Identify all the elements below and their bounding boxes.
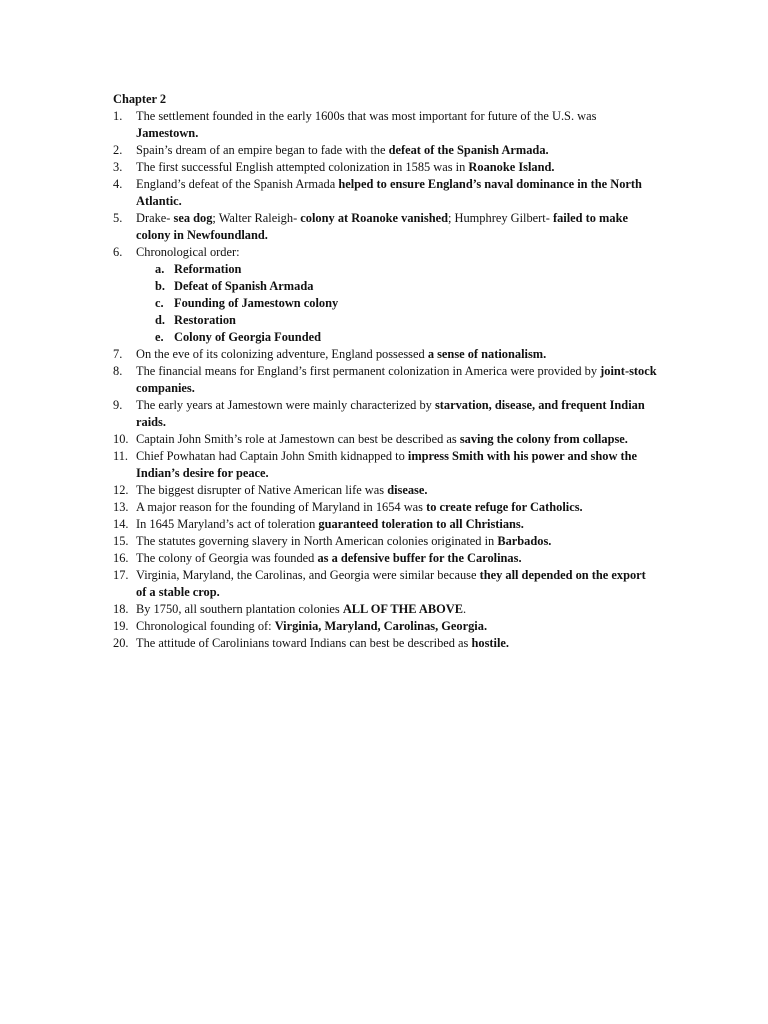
sub-list-item bbox=[113, 295, 658, 312]
item-text bbox=[136, 431, 658, 448]
question-text: Spain’s dream of an empire began to fade with the bbox=[136, 143, 389, 157]
sub-list-item bbox=[113, 312, 658, 329]
question-text: The statutes governing slavery in North American colonies originated in bbox=[136, 534, 498, 548]
list-item bbox=[113, 516, 658, 533]
question-text: Chronological order: bbox=[136, 245, 240, 259]
item-text bbox=[136, 108, 658, 142]
item-text bbox=[136, 635, 658, 652]
question-text: The colony of Georgia was founded bbox=[136, 551, 318, 565]
answer-text: Jamestown. bbox=[136, 126, 199, 140]
question-text: Drake- bbox=[136, 211, 174, 225]
item-text bbox=[136, 244, 658, 261]
item-number: 11. bbox=[113, 449, 129, 463]
list-item bbox=[113, 482, 658, 499]
answer-text: Virginia, Maryland, Carolinas, Georgia. bbox=[274, 619, 488, 633]
sub-item-letter: c. bbox=[155, 296, 164, 310]
answer-text: hostile. bbox=[471, 636, 510, 650]
item-text bbox=[136, 448, 658, 482]
sub-item-letter: e. bbox=[155, 330, 164, 344]
item-text bbox=[136, 176, 658, 210]
item-text bbox=[136, 397, 658, 431]
item-number: 17. bbox=[113, 568, 129, 582]
list-item bbox=[113, 159, 658, 176]
list-item bbox=[113, 618, 658, 635]
item-text bbox=[136, 159, 658, 176]
question-text: . bbox=[462, 602, 467, 616]
sub-list-item bbox=[113, 329, 658, 346]
question-text: Chronological founding of: bbox=[136, 619, 275, 633]
question-text: The financial means for England’s first permanent colonization in America were provided by bbox=[136, 364, 601, 378]
item-text bbox=[136, 346, 658, 363]
item-text bbox=[136, 516, 658, 533]
item-number: 3. bbox=[113, 160, 123, 174]
question-text: In 1645 Maryland’s act of toleration bbox=[136, 517, 319, 531]
item-text bbox=[136, 618, 658, 635]
answer-text: sea dog bbox=[173, 211, 213, 225]
sub-item-text: Founding of Jamestown colony bbox=[174, 296, 339, 310]
sub-item-letter: d. bbox=[155, 313, 165, 327]
list-item bbox=[113, 635, 658, 652]
list-item bbox=[113, 448, 658, 482]
question-text: The biggest disrupter of Native American life was bbox=[136, 483, 388, 497]
item-text bbox=[136, 142, 658, 159]
chapter-heading: Chapter 2 bbox=[113, 92, 167, 106]
item-text bbox=[136, 210, 658, 244]
question-text: Chief Powhatan had Captain John Smith kidnapped to bbox=[136, 449, 408, 463]
answer-text: failed to make colony in Newfoundland. bbox=[136, 211, 628, 242]
item-number: 4. bbox=[113, 177, 123, 191]
item-number: 18. bbox=[113, 602, 129, 616]
item-number: 8. bbox=[113, 364, 123, 378]
question-list bbox=[113, 108, 658, 652]
answer-text: saving the colony from collapse. bbox=[459, 432, 628, 446]
question-text: By 1750, all southern plantation colonies bbox=[136, 602, 343, 616]
sub-item-text: Defeat of Spanish Armada bbox=[174, 279, 314, 293]
question-text: The early years at Jamestown were mainly characterized by bbox=[136, 398, 435, 412]
item-text bbox=[136, 550, 658, 567]
item-number: 12. bbox=[113, 483, 129, 497]
list-item bbox=[113, 431, 658, 448]
list-item bbox=[113, 176, 658, 210]
answer-text: colony at Roanoke vanished bbox=[300, 211, 448, 225]
question-text: On the eve of its colonizing adventure, England possessed bbox=[136, 347, 428, 361]
answer-text: to create refuge for Catholics. bbox=[426, 500, 583, 514]
question-text: The settlement founded in the early 1600s that was most important for future of the U.S. was bbox=[136, 109, 597, 123]
item-number: 10. bbox=[113, 432, 129, 446]
answer-text: helped to ensure England’s naval dominance in the North Atlantic. bbox=[136, 177, 642, 208]
item-number: 2. bbox=[113, 143, 123, 157]
item-number: 14. bbox=[113, 517, 129, 531]
list-item bbox=[113, 244, 658, 261]
answer-text: as a defensive buffer for the Carolinas. bbox=[317, 551, 522, 565]
answer-text: Roanoke Island. bbox=[468, 160, 555, 174]
answer-text: Barbados. bbox=[497, 534, 552, 548]
answer-text: guaranteed toleration to all Christians. bbox=[318, 517, 524, 531]
item-number: 15. bbox=[113, 534, 129, 548]
question-text: Virginia, Maryland, the Carolinas, and Georgia were similar because bbox=[136, 568, 480, 582]
item-text bbox=[136, 363, 658, 397]
answer-text: ALL OF THE ABOVE bbox=[342, 602, 463, 616]
item-number: 20. bbox=[113, 636, 129, 650]
item-text bbox=[136, 482, 658, 499]
question-text: England’s defeat of the Spanish Armada bbox=[136, 177, 339, 191]
answer-text: a sense of nationalism. bbox=[427, 347, 547, 361]
item-number: 5. bbox=[113, 211, 123, 225]
list-item bbox=[113, 550, 658, 567]
item-text bbox=[136, 533, 658, 550]
answer-text: impress Smith with his power and show the Indian’s desire for peace. bbox=[136, 449, 638, 480]
item-number: 13. bbox=[113, 500, 129, 514]
item-number: 6. bbox=[113, 245, 123, 259]
sub-item-text: Reformation bbox=[174, 262, 242, 276]
list-item bbox=[113, 142, 658, 159]
list-item bbox=[113, 567, 658, 601]
sub-list-item bbox=[113, 278, 658, 295]
question-text: The attitude of Carolinians toward Indians can best be described as bbox=[136, 636, 472, 650]
question-text: Captain John Smith’s role at Jamestown can best be described as bbox=[136, 432, 460, 446]
item-number: 19. bbox=[113, 619, 129, 633]
sub-list-item bbox=[113, 261, 658, 278]
question-text: A major reason for the founding of Maryland in 1654 was bbox=[136, 500, 427, 514]
item-text bbox=[136, 499, 658, 516]
item-number: 7. bbox=[113, 347, 123, 361]
sub-item-letter: b. bbox=[155, 279, 165, 293]
list-item bbox=[113, 397, 658, 431]
question-text: The first successful English attempted colonization in 1585 was in bbox=[136, 160, 469, 174]
item-text bbox=[136, 567, 658, 601]
list-item bbox=[113, 601, 658, 618]
answer-text: they all depended on the export of a stable crop. bbox=[136, 568, 646, 599]
item-number: 16. bbox=[113, 551, 129, 565]
list-item bbox=[113, 108, 658, 142]
sub-item-letter: a. bbox=[155, 262, 165, 276]
list-item bbox=[113, 499, 658, 516]
list-item bbox=[113, 363, 658, 397]
list-item bbox=[113, 346, 658, 363]
answer-text: starvation, disease, and frequent Indian raids. bbox=[136, 398, 645, 429]
item-number: 1. bbox=[113, 109, 123, 123]
answer-text: joint-stock companies. bbox=[136, 364, 657, 395]
answer-text: defeat of the Spanish Armada. bbox=[388, 143, 549, 157]
question-text: ; Walter Raleigh- bbox=[212, 211, 301, 225]
document-content bbox=[113, 91, 658, 652]
list-item bbox=[113, 533, 658, 550]
sub-item-text: Colony of Georgia Founded bbox=[174, 330, 321, 344]
sub-item-text: Restoration bbox=[174, 313, 236, 327]
question-text: ; Humphrey Gilbert- bbox=[447, 211, 553, 225]
list-item bbox=[113, 210, 658, 244]
item-text bbox=[136, 601, 658, 618]
answer-text: disease. bbox=[387, 483, 428, 497]
item-number: 9. bbox=[113, 398, 123, 412]
